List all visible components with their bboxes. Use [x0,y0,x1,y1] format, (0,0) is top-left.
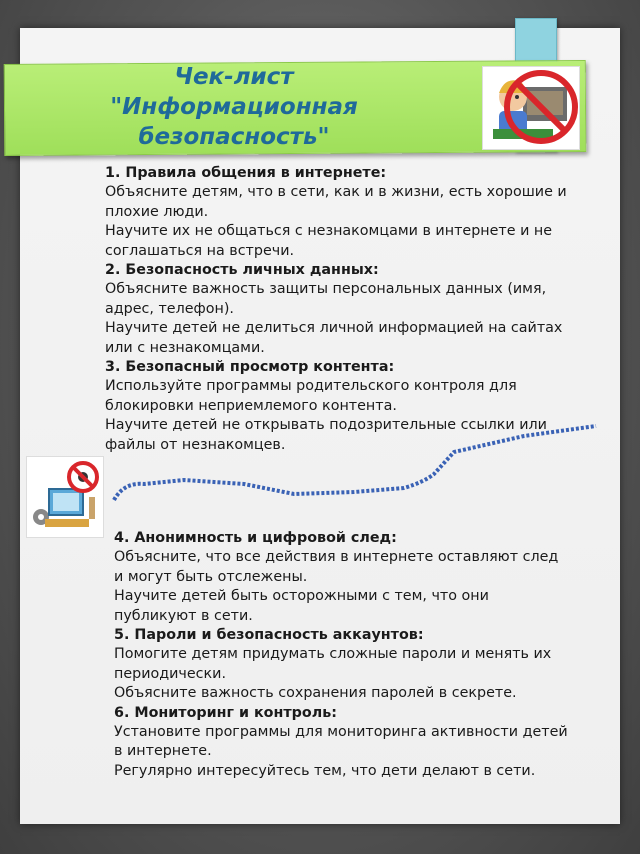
section-6 [114,704,569,782]
section-heading: 5. Пароли и безопасность аккаунтов: [114,627,424,644]
section-text: Научите детей быть осторожными с тем, что они публикуют в сети. [114,588,489,624]
section-text: Установите программы для мониторинга активности детей в интернете. [114,724,568,760]
computer-virus-prohibited-icon [26,456,104,538]
section-2 [105,261,590,358]
child-at-computer-prohibited-icon [482,66,580,150]
title-line-3: безопасность" [138,124,330,150]
section-text: Научите детей не открывать подозрительные ссылки или файлы от незнакомцев. [105,417,547,453]
title-line-2: "Информационная [110,94,358,120]
section-text: Объясните важность сохранения паролей в секрете. [114,685,517,702]
section-heading: 2. Безопасность личных данных: [105,262,379,279]
dotted-decorative-line [104,418,604,508]
section-heading: 6. Мониторинг и контроль: [114,704,337,721]
section-text: Объясните, что все действия в интернете оставляют след и могут быть отслежены. [114,549,559,585]
section-5 [114,626,569,704]
section-heading: 1. Правила общения в интернете: [105,165,387,181]
checklist-part-2 [114,529,569,781]
checklist-part-1 [105,164,590,455]
section-text: Научите их не общаться с незнакомцами в интернете и не соглашаться на встречи. [105,223,553,259]
section-1 [105,164,590,261]
section-text: Регулярно интересуйтесь тем, что дети делают в сети. [114,762,536,779]
section-4 [114,529,569,626]
section-text: Объясните важность защиты персональных данных (имя, адрес, телефон). [105,281,547,317]
section-text: Используйте программы родительского контроля для блокировки неприемлемого контента. [105,378,517,414]
title-line-1: Чек-лист [174,64,294,90]
page-title [64,62,404,152]
section-text: Объясните детям, что в сети, как и в жизни, есть хорошие и плохие люди. [105,184,567,220]
section-text: Помогите детям придумать сложные пароли и менять их периодически. [114,646,552,682]
section-heading: 4. Анонимность и цифровой след: [114,530,397,546]
section-text: Научите детей не делиться личной информацией на сайтах или с незнакомцами. [105,320,563,356]
section-heading: 3. Безопасный просмотр контента: [105,359,395,376]
